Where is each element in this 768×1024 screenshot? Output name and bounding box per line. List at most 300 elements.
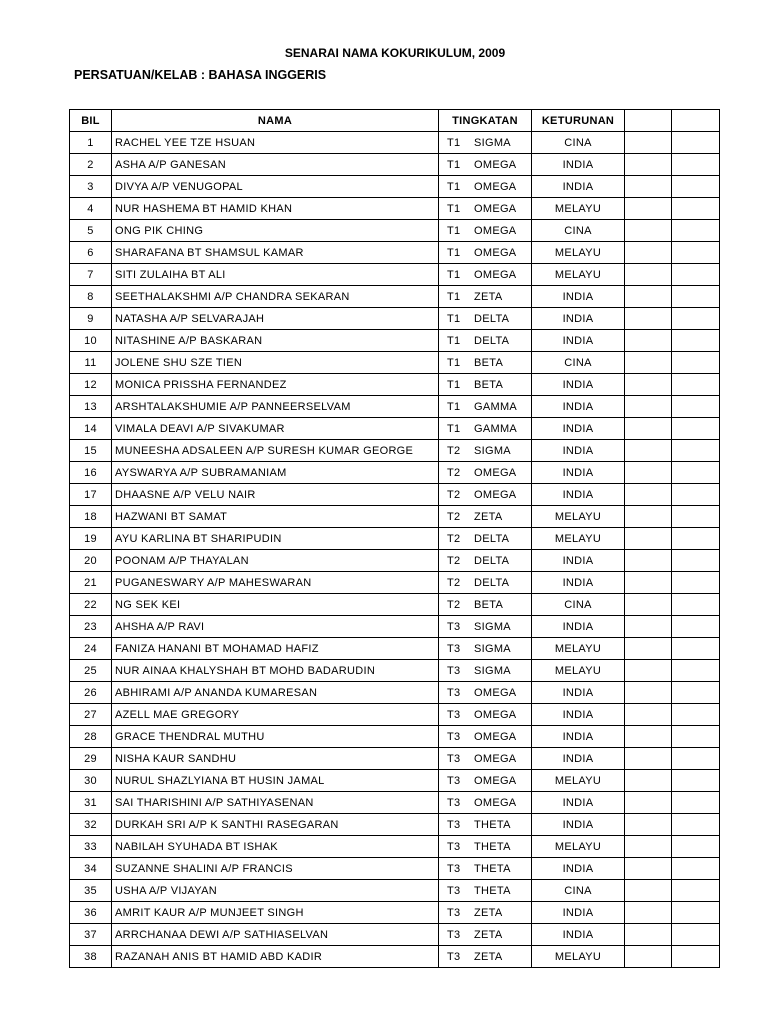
row-class: DELTA — [474, 554, 510, 567]
row-extra-1 — [625, 176, 672, 198]
row-extra-1 — [625, 440, 672, 462]
row-nama: FANIZA HANANI BT MOHAMAD HAFIZ — [112, 638, 439, 660]
row-nama: ARRCHANAA DEWI A/P SATHIASELVAN — [112, 924, 439, 946]
row-form: T1 — [447, 180, 461, 193]
row-form: T3 — [447, 884, 461, 897]
row-tingkatan — [439, 198, 532, 220]
row-nama: ASHA A/P GANESAN — [112, 154, 439, 176]
row-nama: RACHEL YEE TZE HSUAN — [112, 132, 439, 154]
row-tingkatan — [439, 682, 532, 704]
row-form: T3 — [447, 818, 461, 831]
row-bil: 19 — [70, 528, 112, 550]
row-class: OMEGA — [474, 488, 517, 501]
row-tingkatan — [439, 550, 532, 572]
row-bil: 8 — [70, 286, 112, 308]
row-bil: 16 — [70, 462, 112, 484]
row-tingkatan — [439, 220, 532, 242]
row-extra-2 — [672, 286, 720, 308]
row-form: T1 — [447, 158, 461, 171]
table-row — [70, 836, 720, 858]
row-extra-2 — [672, 726, 720, 748]
row-extra-2 — [672, 814, 720, 836]
row-extra-1 — [625, 770, 672, 792]
row-bil: 23 — [70, 616, 112, 638]
row-extra-1 — [625, 704, 672, 726]
row-extra-1 — [625, 462, 672, 484]
row-class: BETA — [474, 598, 504, 611]
row-extra-2 — [672, 748, 720, 770]
row-form: T3 — [447, 752, 461, 765]
table-row — [70, 902, 720, 924]
row-extra-1 — [625, 902, 672, 924]
row-tingkatan — [439, 374, 532, 396]
row-nama: VIMALA DEAVI A/P SIVAKUMAR — [112, 418, 439, 440]
row-keturunan: INDIA — [532, 726, 625, 748]
row-extra-2 — [672, 572, 720, 594]
row-bil: 32 — [70, 814, 112, 836]
row-tingkatan — [439, 594, 532, 616]
row-nama: NISHA KAUR SANDHU — [112, 748, 439, 770]
row-extra-2 — [672, 352, 720, 374]
table-body — [70, 132, 720, 968]
row-nama: DURKAH SRI A/P K SANTHI RASEGARAN — [112, 814, 439, 836]
row-keturunan: INDIA — [532, 176, 625, 198]
row-extra-2 — [672, 770, 720, 792]
row-extra-2 — [672, 374, 720, 396]
row-class: SIGMA — [474, 620, 511, 633]
row-class: ZETA — [474, 290, 503, 303]
row-class: ZETA — [474, 510, 503, 523]
row-bil: 18 — [70, 506, 112, 528]
row-bil: 14 — [70, 418, 112, 440]
row-bil: 12 — [70, 374, 112, 396]
row-extra-1 — [625, 594, 672, 616]
row-extra-1 — [625, 660, 672, 682]
row-class: OMEGA — [474, 796, 517, 809]
row-form: T2 — [447, 466, 461, 479]
document-title: SENARAI NAMA KOKURIKULUM, 2009 — [284, 46, 506, 60]
table-row — [70, 484, 720, 506]
member-table — [69, 109, 720, 968]
table-header-row — [70, 110, 720, 132]
row-class: SIGMA — [474, 642, 511, 655]
row-tingkatan — [439, 748, 532, 770]
row-extra-2 — [672, 396, 720, 418]
row-keturunan: INDIA — [532, 154, 625, 176]
row-class: ZETA — [474, 950, 503, 963]
row-class: OMEGA — [474, 774, 517, 787]
row-bil: 2 — [70, 154, 112, 176]
row-tingkatan — [439, 660, 532, 682]
row-nama: AZELL MAE GREGORY — [112, 704, 439, 726]
row-keturunan: INDIA — [532, 286, 625, 308]
row-tingkatan — [439, 396, 532, 418]
row-bil: 20 — [70, 550, 112, 572]
table-row — [70, 154, 720, 176]
row-form: T2 — [447, 488, 461, 501]
row-tingkatan — [439, 484, 532, 506]
row-bil: 15 — [70, 440, 112, 462]
row-keturunan: INDIA — [532, 792, 625, 814]
row-nama: JOLENE SHU SZE TIEN — [112, 352, 439, 374]
row-form: T1 — [447, 246, 461, 259]
table-row — [70, 462, 720, 484]
row-extra-1 — [625, 506, 672, 528]
table-row — [70, 286, 720, 308]
table-row — [70, 330, 720, 352]
row-tingkatan — [439, 902, 532, 924]
row-tingkatan — [439, 814, 532, 836]
row-nama: GRACE THENDRAL MUTHU — [112, 726, 439, 748]
row-bil: 37 — [70, 924, 112, 946]
row-class: OMEGA — [474, 246, 517, 259]
row-extra-2 — [672, 836, 720, 858]
table-row — [70, 924, 720, 946]
row-class: ZETA — [474, 928, 503, 941]
row-form: T2 — [447, 444, 461, 457]
row-extra-1 — [625, 132, 672, 154]
row-keturunan: INDIA — [532, 374, 625, 396]
row-keturunan: INDIA — [532, 330, 625, 352]
row-nama: NURUL SHAZLYIANA BT HUSIN JAMAL — [112, 770, 439, 792]
table-row — [70, 418, 720, 440]
row-form: T2 — [447, 598, 461, 611]
row-tingkatan — [439, 440, 532, 462]
row-extra-2 — [672, 484, 720, 506]
row-keturunan: INDIA — [532, 902, 625, 924]
row-class: ZETA — [474, 906, 503, 919]
row-keturunan: INDIA — [532, 308, 625, 330]
row-extra-2 — [672, 858, 720, 880]
row-keturunan: INDIA — [532, 616, 625, 638]
row-class: THETA — [474, 818, 511, 831]
row-extra-1 — [625, 484, 672, 506]
row-class: DELTA — [474, 312, 510, 325]
row-keturunan: MELAYU — [532, 770, 625, 792]
row-extra-2 — [672, 198, 720, 220]
row-class: OMEGA — [474, 730, 517, 743]
table-row — [70, 440, 720, 462]
row-keturunan: MELAYU — [532, 660, 625, 682]
row-form: T3 — [447, 796, 461, 809]
row-class: OMEGA — [474, 686, 517, 699]
table-row — [70, 946, 720, 968]
row-class: OMEGA — [474, 224, 517, 237]
row-extra-1 — [625, 264, 672, 286]
row-bil: 10 — [70, 330, 112, 352]
row-form: T2 — [447, 532, 461, 545]
table-row — [70, 748, 720, 770]
row-form: T3 — [447, 620, 461, 633]
row-extra-2 — [672, 242, 720, 264]
row-bil: 1 — [70, 132, 112, 154]
row-extra-1 — [625, 528, 672, 550]
table-row — [70, 638, 720, 660]
row-keturunan: CINA — [532, 594, 625, 616]
row-nama: SUZANNE SHALINI A/P FRANCIS — [112, 858, 439, 880]
row-extra-2 — [672, 440, 720, 462]
row-bil: 35 — [70, 880, 112, 902]
row-extra-2 — [672, 220, 720, 242]
row-extra-2 — [672, 264, 720, 286]
row-nama: NUR AINAA KHALYSHAH BT MOHD BADARUDIN — [112, 660, 439, 682]
row-extra-2 — [672, 704, 720, 726]
row-bil: 38 — [70, 946, 112, 968]
row-extra-1 — [625, 814, 672, 836]
row-keturunan: INDIA — [532, 704, 625, 726]
row-tingkatan — [439, 352, 532, 374]
table-row — [70, 176, 720, 198]
row-bil: 17 — [70, 484, 112, 506]
table-row — [70, 594, 720, 616]
row-bil: 31 — [70, 792, 112, 814]
row-extra-1 — [625, 374, 672, 396]
row-nama: ARSHTALAKSHUMIE A/P PANNEERSELVAM — [112, 396, 439, 418]
table-row — [70, 308, 720, 330]
row-extra-2 — [672, 308, 720, 330]
row-extra-1 — [625, 154, 672, 176]
row-nama: AYU KARLINA BT SHARIPUDIN — [112, 528, 439, 550]
row-tingkatan — [439, 264, 532, 286]
row-nama: DIVYA A/P VENUGOPAL — [112, 176, 439, 198]
row-nama: SHARAFANA BT SHAMSUL KAMAR — [112, 242, 439, 264]
row-keturunan: MELAYU — [532, 836, 625, 858]
row-form: T2 — [447, 576, 461, 589]
row-keturunan: INDIA — [532, 484, 625, 506]
table-row — [70, 198, 720, 220]
row-class: DELTA — [474, 334, 510, 347]
row-bil: 28 — [70, 726, 112, 748]
row-nama: ONG PIK CHING — [112, 220, 439, 242]
row-nama: SAI THARISHINI A/P SATHIYASENAN — [112, 792, 439, 814]
row-extra-1 — [625, 682, 672, 704]
table-row — [70, 770, 720, 792]
row-nama: HAZWANI BT SAMAT — [112, 506, 439, 528]
row-bil: 13 — [70, 396, 112, 418]
row-class: THETA — [474, 884, 511, 897]
row-tingkatan — [439, 616, 532, 638]
row-tingkatan — [439, 462, 532, 484]
row-class: OMEGA — [474, 180, 517, 193]
row-extra-2 — [672, 616, 720, 638]
table-row — [70, 682, 720, 704]
row-form: T3 — [447, 730, 461, 743]
row-nama: PUGANESWARY A/P MAHESWARAN — [112, 572, 439, 594]
row-class: BETA — [474, 356, 504, 369]
row-tingkatan — [439, 572, 532, 594]
row-keturunan: INDIA — [532, 396, 625, 418]
row-extra-2 — [672, 594, 720, 616]
row-tingkatan — [439, 132, 532, 154]
row-form: T3 — [447, 708, 461, 721]
row-form: T3 — [447, 862, 461, 875]
row-nama: POONAM A/P THAYALAN — [112, 550, 439, 572]
row-tingkatan — [439, 242, 532, 264]
club-subtitle: PERSATUAN/KELAB : BAHASA INGGERIS — [74, 68, 327, 82]
row-form: T1 — [447, 378, 461, 391]
row-bil: 7 — [70, 264, 112, 286]
row-form: T1 — [447, 356, 461, 369]
row-extra-2 — [672, 902, 720, 924]
row-tingkatan — [439, 528, 532, 550]
table-row — [70, 572, 720, 594]
row-nama: MONICA PRISSHA FERNANDEZ — [112, 374, 439, 396]
row-extra-2 — [672, 792, 720, 814]
table-row — [70, 220, 720, 242]
table-row — [70, 352, 720, 374]
row-extra-1 — [625, 198, 672, 220]
row-extra-2 — [672, 462, 720, 484]
table-row — [70, 704, 720, 726]
row-keturunan: INDIA — [532, 682, 625, 704]
row-extra-1 — [625, 330, 672, 352]
row-form: T1 — [447, 224, 461, 237]
row-keturunan: MELAYU — [532, 506, 625, 528]
row-extra-2 — [672, 880, 720, 902]
row-tingkatan — [439, 946, 532, 968]
row-tingkatan — [439, 418, 532, 440]
row-form: T3 — [447, 906, 461, 919]
row-extra-2 — [672, 176, 720, 198]
row-nama: MUNEESHA ADSALEEN A/P SURESH KUMAR GEORGE — [112, 440, 439, 462]
row-extra-1 — [625, 880, 672, 902]
row-tingkatan — [439, 308, 532, 330]
row-keturunan: MELAYU — [532, 264, 625, 286]
row-extra-2 — [672, 154, 720, 176]
row-tingkatan — [439, 836, 532, 858]
row-bil: 33 — [70, 836, 112, 858]
table-row — [70, 528, 720, 550]
row-keturunan: MELAYU — [532, 242, 625, 264]
row-extra-1 — [625, 946, 672, 968]
row-class: OMEGA — [474, 202, 517, 215]
row-nama: USHA A/P VIJAYAN — [112, 880, 439, 902]
row-keturunan: CINA — [532, 880, 625, 902]
row-class: DELTA — [474, 532, 510, 545]
row-nama: SEETHALAKSHMI A/P CHANDRA SEKARAN — [112, 286, 439, 308]
row-bil: 4 — [70, 198, 112, 220]
row-keturunan: INDIA — [532, 858, 625, 880]
row-nama: AHSHA A/P RAVI — [112, 616, 439, 638]
header-keturunan: KETURUNAN — [532, 110, 625, 132]
row-extra-1 — [625, 858, 672, 880]
table-row — [70, 792, 720, 814]
row-extra-1 — [625, 550, 672, 572]
row-form: T2 — [447, 554, 461, 567]
row-keturunan: INDIA — [532, 550, 625, 572]
header-bil: BIL — [70, 110, 112, 132]
row-bil: 3 — [70, 176, 112, 198]
row-tingkatan — [439, 154, 532, 176]
table-row — [70, 660, 720, 682]
row-tingkatan — [439, 880, 532, 902]
row-form: T1 — [447, 422, 461, 435]
row-extra-2 — [672, 682, 720, 704]
row-keturunan: MELAYU — [532, 528, 625, 550]
row-tingkatan — [439, 286, 532, 308]
row-extra-1 — [625, 924, 672, 946]
row-extra-1 — [625, 308, 672, 330]
row-tingkatan — [439, 792, 532, 814]
row-nama: RAZANAH ANIS BT HAMID ABD KADIR — [112, 946, 439, 968]
row-class: DELTA — [474, 576, 510, 589]
row-tingkatan — [439, 638, 532, 660]
row-form: T3 — [447, 950, 461, 963]
row-extra-2 — [672, 946, 720, 968]
row-form: T3 — [447, 642, 461, 655]
row-extra-2 — [672, 132, 720, 154]
row-nama: AMRIT KAUR A/P MUNJEET SINGH — [112, 902, 439, 924]
row-tingkatan — [439, 176, 532, 198]
row-class: OMEGA — [474, 752, 517, 765]
row-nama: SITI ZULAIHA BT ALI — [112, 264, 439, 286]
row-keturunan: INDIA — [532, 814, 625, 836]
row-extra-1 — [625, 418, 672, 440]
row-bil: 24 — [70, 638, 112, 660]
row-bil: 5 — [70, 220, 112, 242]
row-class: THETA — [474, 862, 511, 875]
header-extra-1 — [625, 110, 672, 132]
row-bil: 26 — [70, 682, 112, 704]
row-form: T1 — [447, 290, 461, 303]
row-bil: 29 — [70, 748, 112, 770]
header-extra-2 — [672, 110, 720, 132]
row-form: T3 — [447, 928, 461, 941]
table-row — [70, 880, 720, 902]
row-extra-1 — [625, 220, 672, 242]
row-form: T1 — [447, 202, 461, 215]
table-row — [70, 726, 720, 748]
row-keturunan: INDIA — [532, 462, 625, 484]
row-extra-2 — [672, 550, 720, 572]
row-extra-2 — [672, 506, 720, 528]
table-row — [70, 396, 720, 418]
row-form: T2 — [447, 510, 461, 523]
row-nama: DHAASNE A/P VELU NAIR — [112, 484, 439, 506]
row-class: GAMMA — [474, 422, 518, 435]
row-extra-1 — [625, 726, 672, 748]
row-extra-1 — [625, 836, 672, 858]
row-tingkatan — [439, 924, 532, 946]
row-extra-1 — [625, 616, 672, 638]
row-extra-1 — [625, 792, 672, 814]
row-extra-1 — [625, 572, 672, 594]
row-extra-1 — [625, 396, 672, 418]
row-extra-2 — [672, 638, 720, 660]
row-form: T1 — [447, 334, 461, 347]
row-form: T1 — [447, 268, 461, 281]
row-bil: 6 — [70, 242, 112, 264]
row-extra-2 — [672, 528, 720, 550]
row-class: THETA — [474, 840, 511, 853]
row-keturunan: MELAYU — [532, 198, 625, 220]
row-nama: NG SEK KEI — [112, 594, 439, 616]
row-class: OMEGA — [474, 466, 517, 479]
row-bil: 34 — [70, 858, 112, 880]
row-tingkatan — [439, 506, 532, 528]
table-row — [70, 858, 720, 880]
row-form: T3 — [447, 664, 461, 677]
row-extra-1 — [625, 748, 672, 770]
row-extra-1 — [625, 352, 672, 374]
row-tingkatan — [439, 330, 532, 352]
table-row — [70, 814, 720, 836]
row-class: GAMMA — [474, 400, 518, 413]
row-tingkatan — [439, 858, 532, 880]
row-tingkatan — [439, 704, 532, 726]
row-bil: 27 — [70, 704, 112, 726]
table-row — [70, 550, 720, 572]
